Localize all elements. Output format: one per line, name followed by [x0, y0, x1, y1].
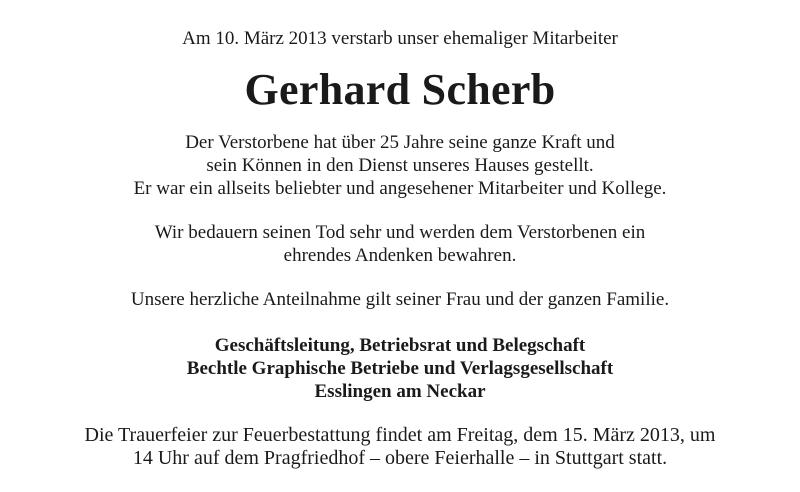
funeral-info — [0, 424, 800, 470]
condolence-line: Unsere herzliche Anteilnahme gilt seiner Frau und der ganzen Familie. — [130, 289, 670, 310]
mourning-line: Wir bedauern seinen Tod sehr und werden dem Verstorbenen ein — [154, 222, 646, 243]
mourning-paragraph — [0, 221, 800, 267]
deceased-name: Gerhard Scherb — [244, 65, 556, 114]
signatory-line: Bechtle Graphische Betriebe und Verlagsgesellschaft — [186, 358, 614, 379]
tribute-line: Er war ein allseits beliebter und angesehener Mitarbeiter und Kollege. — [133, 178, 667, 199]
signatory-line: Esslingen am Neckar — [314, 381, 486, 402]
funeral-line: 14 Uhr auf dem Pragfriedhof – obere Feierhalle – in Stuttgart statt. — [132, 447, 668, 469]
signatory-line: Geschäftsleitung, Betriebsrat und Belegschaft — [214, 335, 586, 356]
tribute-line: sein Können in den Dienst unseres Hauses gestellt. — [206, 155, 594, 176]
condolence-paragraph — [0, 288, 800, 311]
intro-text: Am 10. März 2013 verstarb unser ehemaliger Mitarbeiter — [182, 28, 618, 49]
tribute-line: Der Verstorbene hat über 25 Jahre seine ganze Kraft und — [185, 132, 615, 153]
tribute-paragraph — [0, 131, 800, 200]
mourning-line: ehrendes Andenken bewahren. — [283, 245, 517, 266]
funeral-line: Die Trauerfeier zur Feuerbestattung findet am Freitag, dem 15. März 2013, um — [84, 424, 716, 446]
signatories — [0, 334, 800, 403]
